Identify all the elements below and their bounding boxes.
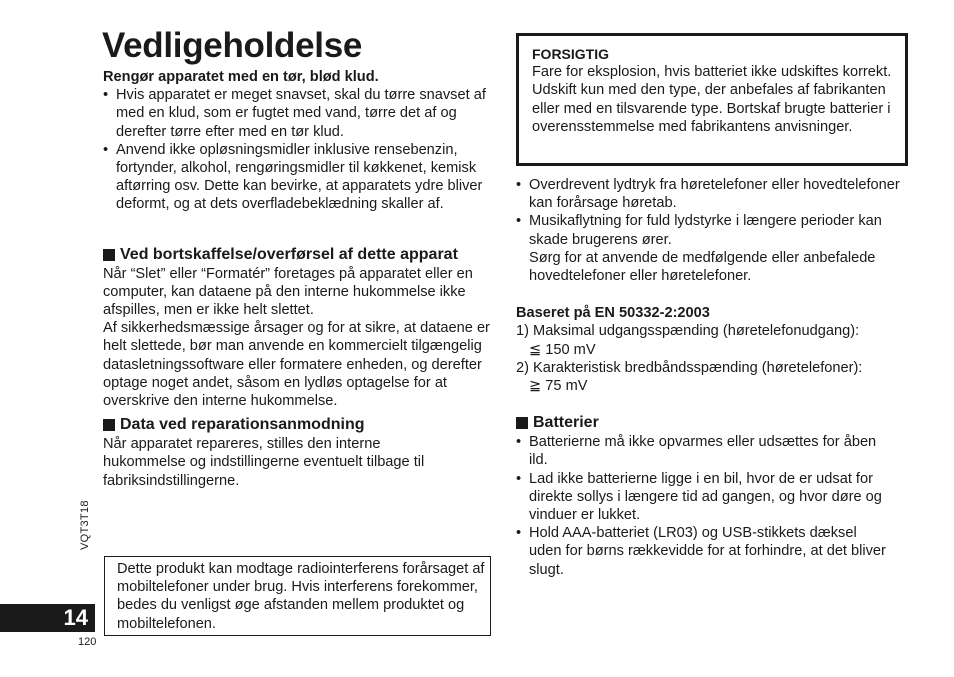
bullet-icon: • bbox=[516, 470, 522, 487]
document-code: VQT3T18 bbox=[79, 500, 91, 550]
hearing-continuation: Sørg for at anvende de medfølgende eller anbefalede hovedtelefoner eller høretelefoner. bbox=[529, 249, 876, 285]
repair-heading: Data ved reparationsanmodning bbox=[103, 415, 495, 435]
list-item: • Musikaflytning for fuld lydstyrke i længere perioder kan skade brugerens ører. bbox=[516, 213, 882, 248]
square-bullet-icon bbox=[103, 249, 115, 261]
radio-notice-text: Dette produkt kan modtage radiointerferens forårsaget af mobiltelefoner under brug. Hvis interferens forekommer, bedes du venligst øge afstanden mellem produktet og mobiltelefonen. bbox=[117, 561, 485, 632]
hearing-list bbox=[516, 176, 908, 249]
standard-heading: Baseret på EN 50332-2:2003 bbox=[516, 305, 710, 322]
caution-text: Fare for eksplosion, hvis batteriet ikke udskiftes korrekt. Udskift kun med den type, der anbefales af fabrikanten eller med en tilsvarende type. Bortskaf brugte batterier i overensstemmelse med fabrikantens anvisninger. bbox=[532, 64, 892, 135]
standard-item-1-label: 1) Maksimal udgangsspænding (høretelefonudgang): bbox=[516, 323, 860, 340]
list-item: • Hold AAA-batteriet (LR03) og USB-stikkets dæksel uden for børns rækkevidde for at forhindre, at det bliver slugt. bbox=[516, 525, 886, 578]
left-column bbox=[103, 68, 495, 490]
cleaning-heading: Rengør apparatet med en tør, blød klud. bbox=[103, 69, 379, 85]
list-item: • Anvend ikke opløsningsmidler inklusive rensebenzin, fortynder, alkohol, rengøringsmidler til køkkenet, kemisk aftørring osv. Dette kan bevirke, at apparatets ydre bliver deformt, og at dets overfladebeklædning skaller af. bbox=[103, 141, 483, 213]
batteries-list bbox=[516, 433, 886, 579]
sequence-number: 120 bbox=[78, 636, 97, 648]
bullet-icon: • bbox=[103, 141, 109, 158]
bullet-icon: • bbox=[516, 213, 522, 230]
disposal-text-2: Af sikkerhedsmæssige årsager og for at sikre, at dataene er helt slettede, bør man anvende en kommercielt tilgængelig datasletningssoftware eller formatere enheden, og derefter optage noget andet, såsom en lydløs optagelse for at overskrive den interne hukommelse. bbox=[103, 320, 490, 410]
list-item: • Batterierne må ikke opvarmes eller udsættes for åben ild. bbox=[516, 434, 877, 469]
batteries-heading: Batterier bbox=[516, 413, 908, 433]
bullet-icon: • bbox=[516, 434, 522, 451]
list-item: • Hvis apparatet er meget snavset, skal du tørre snavset af med en klud, som er fugtet med vand, tørre det af og derefter tørre efter med en tør klud. bbox=[103, 87, 486, 140]
bullet-icon: • bbox=[516, 525, 522, 542]
standard-item-2-label: 2) Karakteristisk bredbåndsspænding (høretelefoner): bbox=[516, 359, 863, 376]
page-title: Vedligeholdelse bbox=[102, 26, 363, 65]
bullet-icon: • bbox=[516, 177, 522, 193]
list-item: • Lad ikke batterierne ligge i en bil, hvor de er udsat for direkte sollys i længere tid ad gangen, og hvor døre og vinduer er lukket. bbox=[516, 470, 882, 524]
caution-title: FORSIGTIG bbox=[532, 46, 609, 62]
bullet-icon: • bbox=[103, 87, 109, 104]
repair-text: Når apparatet repareres, stilles den interne hukommelse og indstillingerne eventuelt tilbage til fabriksindstillingerne. bbox=[103, 436, 425, 489]
radio-notice-box bbox=[104, 556, 491, 636]
square-bullet-icon bbox=[103, 419, 115, 431]
right-column bbox=[516, 176, 908, 579]
caution-box bbox=[516, 33, 908, 166]
page-number: 14 bbox=[0, 604, 95, 632]
standard-item-2-value: ≧ 75 mV bbox=[529, 378, 588, 395]
disposal-heading: Ved bortskaffelse/overførsel af dette apparat bbox=[103, 245, 495, 265]
disposal-text-1: Når “Slet” eller “Formatér” foretages på apparatet eller en computer, kan dataene på den interne hukommelse ikke afspilles, men er ikke helt slettet. bbox=[103, 265, 473, 319]
list-item: • Overdrevent lydtryk fra høretelefoner eller hovedtelefoner kan forårsage høretab. bbox=[516, 177, 900, 212]
cleaning-list bbox=[103, 86, 495, 213]
square-bullet-icon bbox=[516, 417, 528, 429]
standard-item-1-value: ≦ 150 mV bbox=[529, 341, 596, 358]
